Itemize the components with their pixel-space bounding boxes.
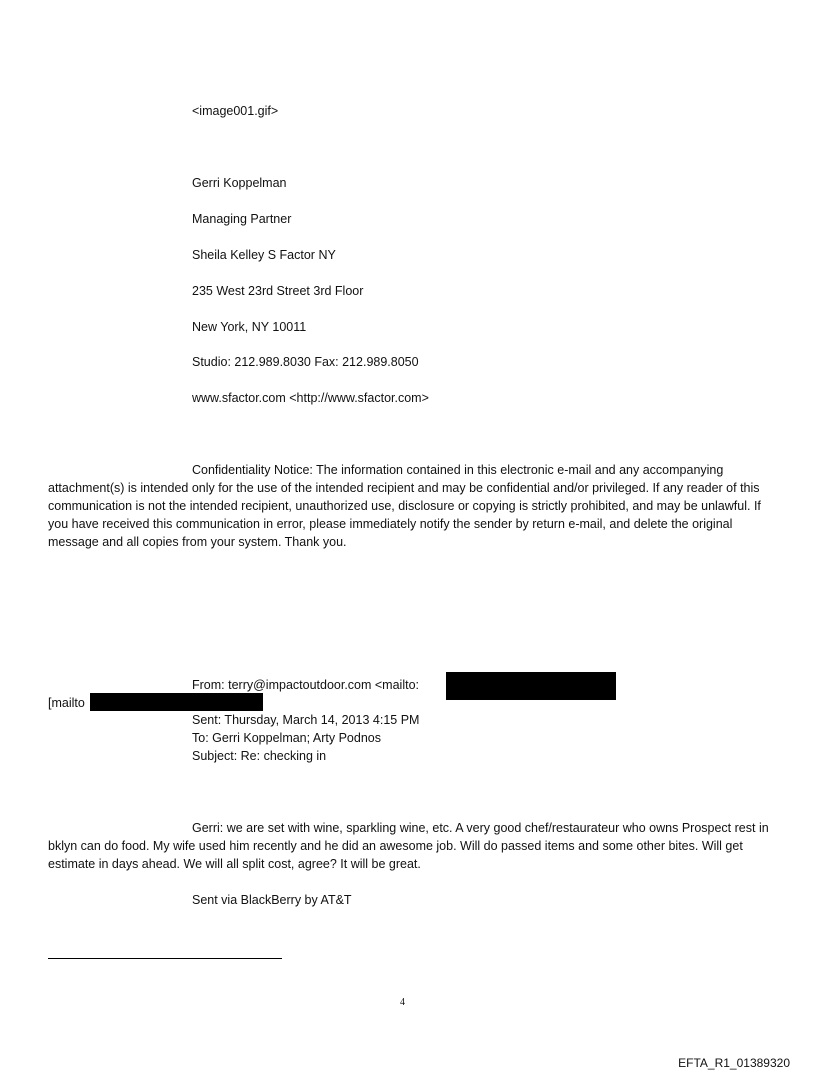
signature-title: Managing Partner	[192, 212, 292, 226]
signature-company: Sheila Kelley S Factor NY	[192, 248, 336, 262]
page-number: 4	[400, 997, 405, 1008]
header-to: To: Gerri Koppelman; Arty Podnos	[192, 731, 381, 745]
confidentiality-notice	[48, 461, 773, 551]
signature-address-line1: 235 West 23rd Street 3rd Floor	[192, 284, 364, 298]
redaction-box	[90, 693, 263, 711]
confidentiality-first-line: Confidentiality Notice: The information contained in this electronic e-mail and any	[192, 463, 640, 477]
signature-website: www.sfactor.com <http://www.sfactor.com>	[192, 391, 429, 405]
header-mailto: [mailto	[48, 696, 85, 710]
signature-address-line2: New York, NY 10011	[192, 320, 307, 334]
signature-name: Gerri Koppelman	[192, 176, 287, 190]
message-signoff: Sent via BlackBerry by AT&T	[192, 893, 352, 907]
header-sent: Sent: Thursday, March 14, 2013 4:15 PM	[192, 713, 420, 727]
message-body	[48, 819, 773, 873]
bates-number: EFTA_R1_01389320	[678, 1056, 790, 1070]
header-from: From: terry@impactoutdoor.com <mailto:	[192, 678, 419, 692]
signature-phones: Studio: 212.989.8030 Fax: 212.989.8050	[192, 355, 419, 369]
header-subject: Subject: Re: checking in	[192, 749, 327, 763]
message-rest: Prospect rest in bklyn can do food. My wife used him recently and he did an awesome job. Will do passed items and some other bites. Will get estimate in days ahead. We will all split cost, agree? It will be great.	[48, 821, 769, 871]
confidentiality-rest: accompanying attachment(s) is intended only for the use of the intended recipient and may be confidential and/or privileged. If any reader of this communication is not the intended recipient, unauthorized use, disclosure or copying is strictly prohibited, and may be unlawful. If you have received this communication in error, please immediately notify the sender by return e-mail, and delete the original message and all copies from your system. Thank you.	[48, 463, 761, 549]
image-placeholder: <image001.gif>	[192, 104, 279, 118]
message-first-line: Gerri: we are set with wine, sparkling wine, etc. A very good chef/restaurateur who owns	[192, 821, 679, 835]
redaction-box	[446, 672, 616, 700]
footnote-divider	[48, 958, 282, 959]
